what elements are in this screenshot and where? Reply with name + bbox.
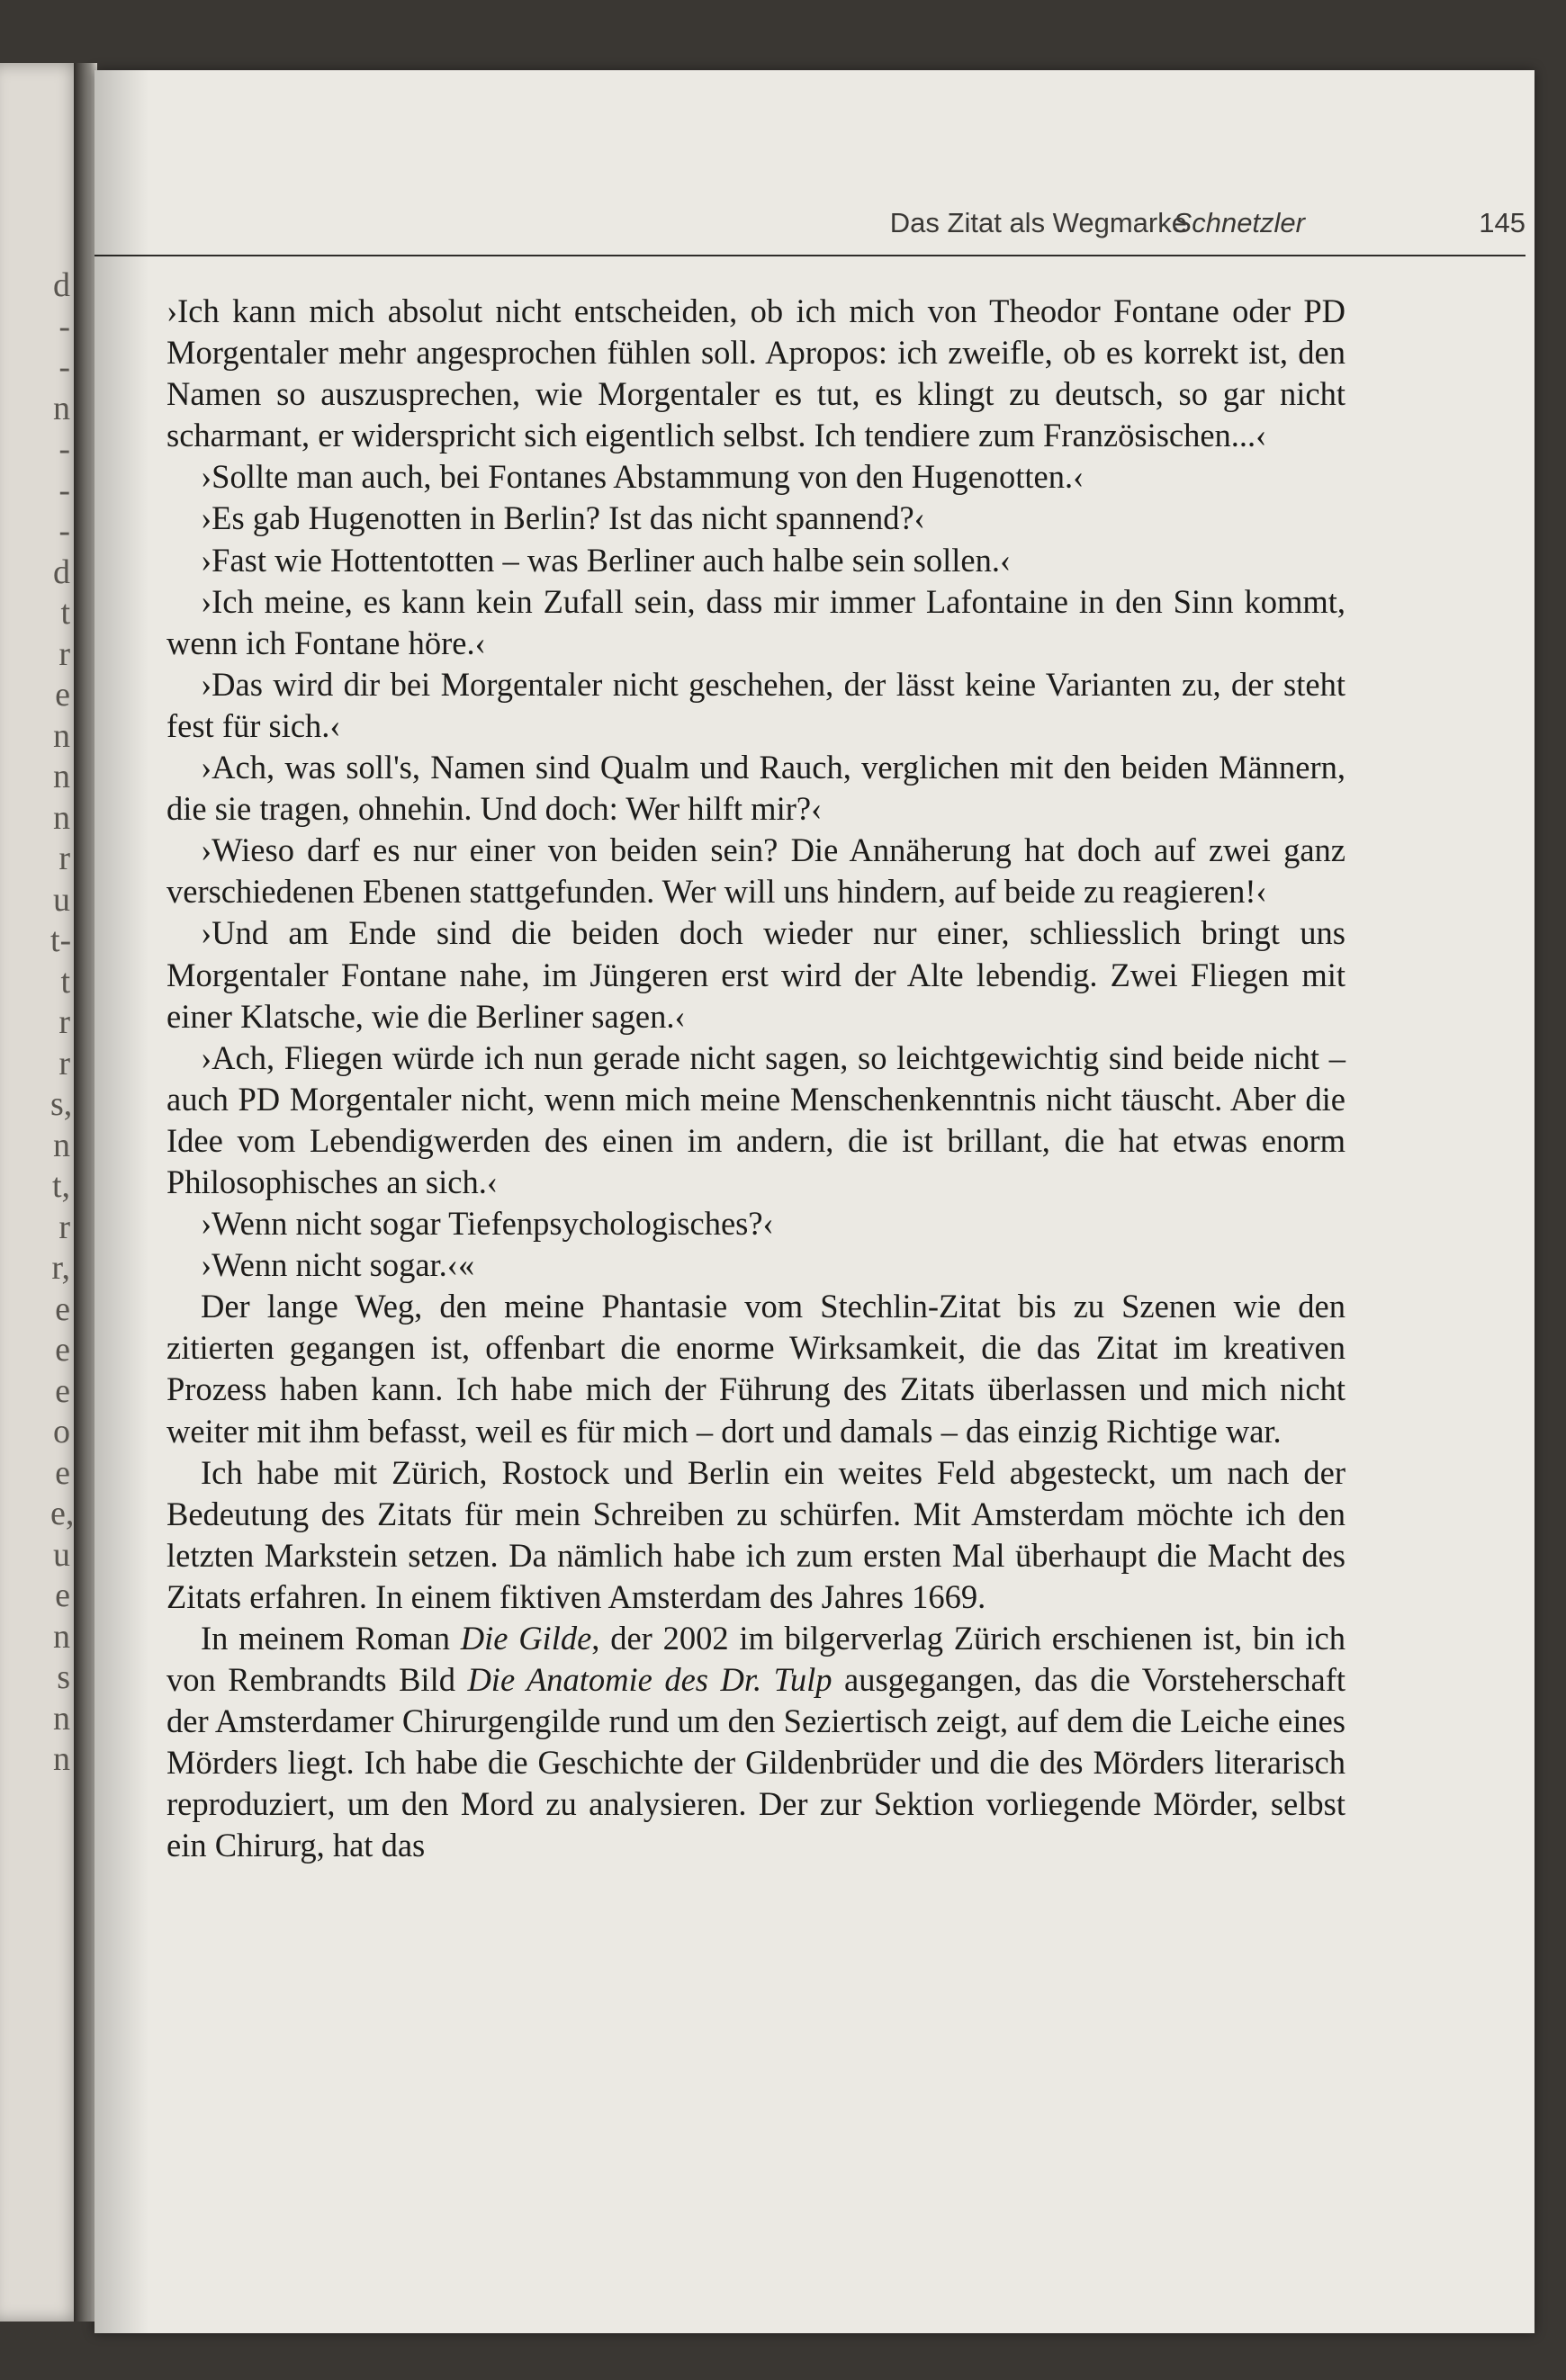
previous-page-fragment: - <box>58 307 70 346</box>
previous-page-fragment: r <box>58 1208 70 1246</box>
text-run: In meinem Roman <box>201 1620 461 1657</box>
previous-page-fragment: e <box>55 1289 70 1328</box>
previous-page-fragment: r <box>58 634 70 673</box>
paragraph: ›Ich kann mich absolut nicht entscheiden, ob ich mich von Theodor Fontane oder PD Morgentaler mehr angesprochen fühlen soll. Apropos: ich zweifle, ob es korrekt ist, den Namen so auszusprechen, wie Morgentaler es tut, es klingt zu deutsch, so gar nicht scharmant, er widerspricht sich eigentlich selbst. Ich tendiere zum Französischen...‹ <box>166 292 1346 454</box>
previous-page-fragment: n <box>53 798 70 837</box>
text-run: , der 2002 im bilgerverlag Zürich erschienen ist, bin ich von Rembrandts Bild <box>166 1620 1346 1699</box>
previous-page-fragment: r <box>58 840 70 877</box>
previous-page-fragment: r <box>58 1044 70 1082</box>
previous-page-fragment: n <box>53 1699 70 1738</box>
previous-page-fragment: e <box>55 676 70 714</box>
previous-page-fragment: e <box>55 1371 70 1410</box>
running-header <box>94 133 1526 238</box>
header-author: Schnetzler <box>1173 207 1305 238</box>
previous-page-fragment: o <box>53 1413 70 1450</box>
page-body-text <box>166 291 1346 1867</box>
previous-page-fragment: r, <box>51 1249 70 1287</box>
previous-page-fragment: - <box>58 512 70 550</box>
previous-page-fragment: u <box>53 880 70 919</box>
paragraph: ›Ich meine, es kann kein Zufall sein, dass mir immer Lafontaine in den Sinn kommt, wenn ich Fontane höre.‹ <box>166 582 1346 661</box>
paragraph: ›Sollte man auch, bei Fontanes Abstammung von den Hugenotten.‹ <box>201 458 1084 496</box>
page-number: 145 <box>1479 207 1526 238</box>
book-title: Die Gilde <box>460 1620 592 1657</box>
previous-page-fragment: - <box>58 430 70 468</box>
paragraph: ›Wieso darf es nur einer von beiden sein? Die Annäherung hat doch auf zwei ganz verschiedenen Ebenen stattgefunden. Wer will uns hindern, auf beide zu reagieren!‹ <box>166 831 1346 911</box>
header-section-title: Das Zitat als Wegmarke <box>889 207 1187 238</box>
previous-page-edge <box>0 63 83 2322</box>
previous-page-fragment: s, <box>50 1085 73 1123</box>
previous-page-fragment: e <box>55 1331 70 1369</box>
previous-page-fragment: - <box>58 471 70 509</box>
paragraph: ›Das wird dir bei Morgentaler nicht geschehen, der lässt keine Varianten zu, der steht fest für sich.‹ <box>166 665 1346 744</box>
previous-page-fragment: - <box>58 348 70 386</box>
previous-page-fragment: s <box>57 1658 70 1696</box>
paragraph: ›Ach, Fliegen würde ich nun gerade nicht sagen, so leichtgewichtig sind beide nicht – auch PD Morgentaler nicht, wenn mich meine Menschenkenntnis nicht täuscht. Aber die Idee vom Lebendigwerden des einen im andern, die ist brillant, die hat etwas enorm Philosophisches an sich.‹ <box>166 1038 1346 1200</box>
previous-page-fragment: t <box>60 962 70 1001</box>
paragraph-last <box>166 1618 1346 1867</box>
header-rule <box>94 255 1526 256</box>
previous-page-fragment: t- <box>50 921 72 959</box>
paragraph: Ich habe mit Zürich, Rostock und Berlin ein weites Feld abgesteckt, um nach der Bedeutung des Zitats für mein Schreiben zu schürfen. Mit Amsterdam möchte ich den letzten Markstein setzen. Da nämlich habe ich zum ersten Mal überhaupt die Macht des Zitats erfahren. In einem fiktiven Amsterdam des Jahres 1669. <box>166 1453 1346 1615</box>
previous-page-fragment: e, <box>50 1495 75 1532</box>
text-run: ausgegangen, das die Vorsteherschaft der Amsterdamer Chirurgengilde rund um den Seziertisch zeigt, auf dem die Leiche eines Mörders liegt. Ich habe die Geschichte der Gildenbrüder und die des Mörders literarisch reproduziert, um den Mord zu analysieren. Der zur Sektion vorliegende Mörder, selbst ein Chirurg, hat das <box>166 1661 1346 1864</box>
previous-page-fragment: n <box>53 758 70 795</box>
book-page <box>94 70 1534 2333</box>
previous-page-fragment: n <box>53 716 70 755</box>
previous-page-fragment: t <box>60 594 70 632</box>
previous-page-fragment: d <box>53 552 70 591</box>
paragraph: Der lange Weg, den meine Phantasie vom Stechlin-Zitat bis zu Szenen wie den zitierten gegangen ist, offenbart die enorme Wirksamkeit, die das Zitat im kreativen Prozess haben kann. Ich habe mich der Führung des Zitats überlassen und mich nicht weiter mit ihm befasst, weil es für mich – dort und damals – das einzig Richtige war. <box>166 1288 1346 1450</box>
previous-page-fragment: e <box>55 1453 70 1492</box>
paragraph: ›Ach, was soll's, Namen sind Qualm und Rauch, verglichen mit den beiden Männern, die sie tragen, ohnehin. Und doch: Wer hilft mir?‹ <box>166 749 1346 828</box>
paragraph: ›Wenn nicht sogar Tiefenpsychologisches?‹ <box>201 1205 774 1243</box>
previous-page-fragment: r <box>58 1003 70 1041</box>
previous-page-fragment: d <box>53 266 70 304</box>
paragraph: ›Und am Ende sind die beiden doch wieder nur einer, schliesslich bringt uns Morgentaler Fontane nahe, im Jüngeren erst wird der Alte lebendig. Zwei Fliegen mit einer Klatsche, wie die Berliner sagen.‹ <box>166 914 1346 1035</box>
previous-page-fragment: e <box>55 1576 70 1614</box>
previous-page-fragment: n <box>53 1126 70 1164</box>
previous-page-fragment: t, <box>51 1167 70 1205</box>
paragraph: ›Fast wie Hottentotten – was Berliner auch halbe sein sollen.‹ <box>201 541 1012 579</box>
paragraph: ›Wenn nicht sogar.‹« <box>201 1246 475 1284</box>
previous-page-fragment: n <box>53 389 70 427</box>
previous-page-fragment: u <box>53 1535 70 1574</box>
paragraph: ›Es gab Hugenotten in Berlin? Ist das nicht spannend?‹ <box>201 499 925 537</box>
previous-page-fragment: n <box>53 1740 70 1778</box>
page-shadow <box>94 70 148 2333</box>
previous-page-fragment: n <box>53 1617 70 1656</box>
painting-title: Die Anatomie des Dr. Tulp <box>467 1661 832 1699</box>
